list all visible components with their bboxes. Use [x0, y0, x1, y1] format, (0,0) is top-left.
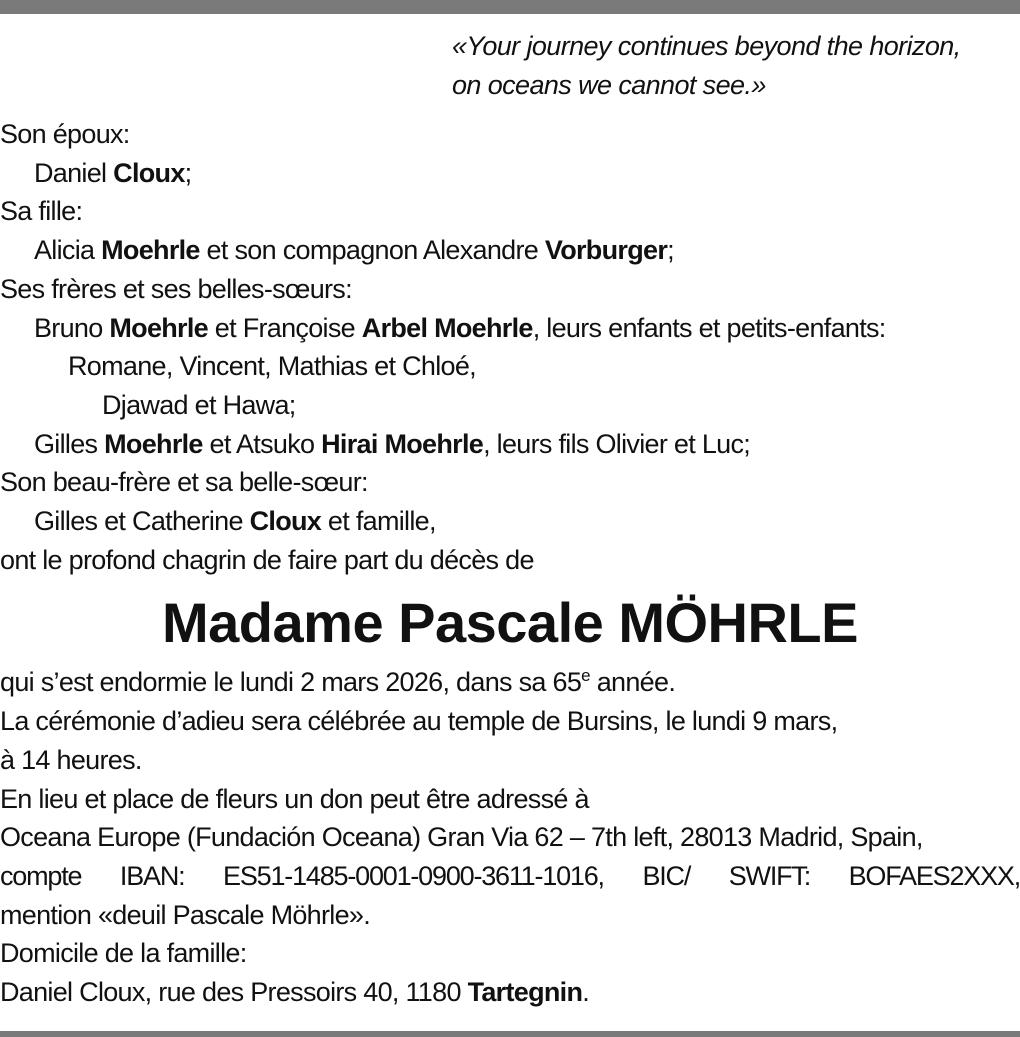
passing-line: qui s’est endormie le lundi 2 mars 2026, dans sa 65e année.: [0, 666, 676, 698]
top-rule: [0, 0, 1020, 14]
spouse-label: Son époux:: [0, 119, 130, 149]
inlaws-label: Son beau-frère et sa belle-sœur:: [0, 467, 368, 498]
siblings-label: Ses frères et ses belles-sœurs:: [0, 273, 352, 304]
epigraph-quote: [452, 27, 1020, 105]
donation-line-4: mention «deuil Pascale Möhrle».: [0, 899, 371, 930]
home-address-line: Daniel Cloux, rue des Pressoirs 40, 1180 Tartegnin.: [0, 977, 590, 1008]
grandchildren-line-1: Romane, Vincent, Mathias et Chloé,: [68, 351, 476, 382]
donation-line-1: En lieu et place de fleurs un don peut être adressé à: [0, 783, 589, 814]
daughter-label: Sa fille:: [0, 196, 83, 227]
inlaws-line: Gilles et Catherine Cloux et famille,: [34, 506, 436, 537]
spouse-line: Daniel Cloux;: [34, 157, 192, 188]
donation-line-2: Oceana Europe (Fundación Oceana) Gran Via 62 – 7th left, 28013 Madrid, Spain,: [0, 822, 923, 853]
donation-line-3: compte IBAN: ES51-1485-0001-0900-3611-1016, BIC/ SWIFT: BOFAES2XXX,: [0, 860, 1020, 891]
obituary-body: [0, 115, 1020, 1012]
announcement-line: ont le profond chagrin de faire part du décès de: [0, 544, 534, 575]
daughter-line: Alicia Moehrle et son compagnon Alexandre Vorburger;: [34, 235, 674, 266]
epigraph-line-2: on oceans we cannot see.»: [452, 70, 766, 100]
bruno-line: Bruno Moehrle et Françoise Arbel Moehrle, leurs enfants et petits-enfants:: [34, 312, 886, 343]
deceased-name: Madame Pascale MÖHRLE: [162, 591, 858, 655]
home-label: Domicile de la famille:: [0, 938, 247, 969]
ceremony-line-1: La cérémonie d’adieu sera célébrée au temple de Bursins, le lundi 9 mars,: [0, 706, 838, 737]
ceremony-line-2: à 14 heures.: [0, 744, 142, 775]
grandchildren-line-2: Djawad et Hawa;: [102, 389, 296, 420]
gilles-line: Gilles Moehrle et Atsuko Hirai Moehrle, leurs fils Olivier et Luc;: [34, 428, 751, 459]
bottom-rule: [0, 1031, 1020, 1037]
epigraph-line-1: «Your journey continues beyond the horizon,: [452, 31, 961, 61]
